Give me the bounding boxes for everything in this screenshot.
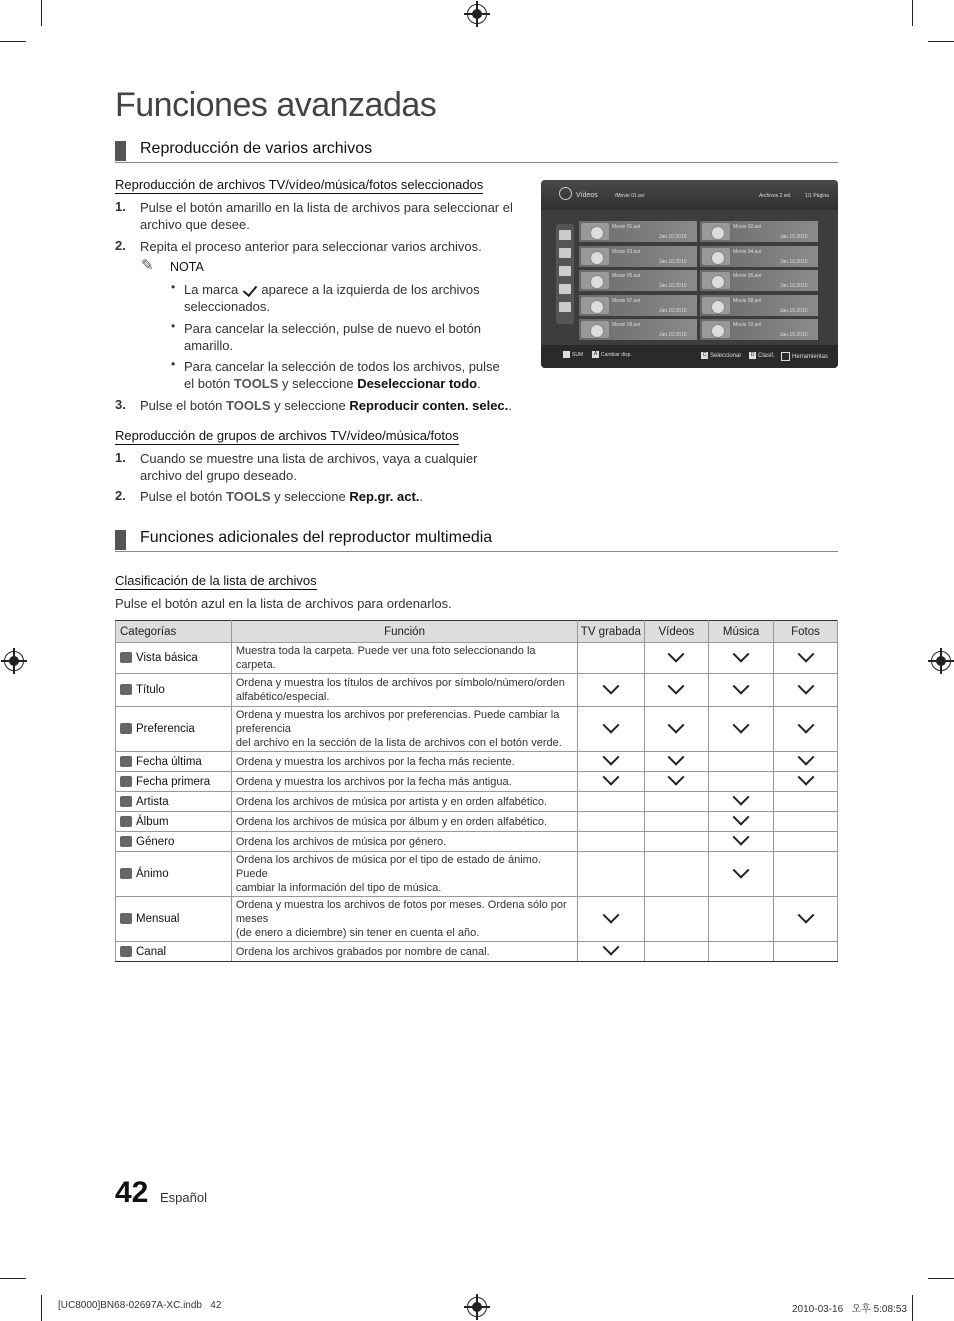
table-row bbox=[116, 643, 838, 674]
page-language: Español bbox=[160, 1190, 207, 1205]
bullet-icon: • bbox=[171, 357, 176, 371]
step-text: Repita el proceso anterior para seleccionar varios archivos. bbox=[140, 239, 482, 254]
bullet-text: Para cancelar la selección, pulse de nuevo el botón amarillo. bbox=[184, 321, 482, 353]
film-reel-icon bbox=[590, 324, 604, 338]
film-reel-icon bbox=[711, 251, 725, 265]
film-reel-icon bbox=[590, 275, 604, 289]
check-icon bbox=[733, 829, 750, 846]
support-cell bbox=[774, 832, 838, 852]
support-cell bbox=[578, 897, 644, 942]
intro-text: Pulse el botón azul en la lista de archivos para ordenarlos. bbox=[115, 596, 452, 611]
crop-mark bbox=[0, 1278, 26, 1279]
film-reel-icon bbox=[711, 275, 725, 289]
category-icon bbox=[120, 913, 132, 924]
registration-mark-icon bbox=[931, 651, 951, 671]
support-cell bbox=[709, 832, 774, 852]
step-text: Pulse el botón TOOLS y seleccione Reproducir conten. selec.. bbox=[140, 398, 512, 413]
support-cell bbox=[709, 752, 774, 772]
print-date: 2010-03-16 오후 5:08:53 bbox=[792, 1304, 907, 1315]
check-icon bbox=[668, 677, 685, 694]
function-cell: Ordena los archivos de música por el tipo de estado de ánimo. Puede cambiar la información del tipo de música. bbox=[231, 852, 577, 897]
file-item: Movie 05.avi Jan.10.2010 bbox=[579, 270, 697, 291]
check-icon bbox=[602, 906, 619, 923]
screen-selected: Archivos 2 sel. bbox=[759, 193, 792, 199]
bullet-text: La marca aparece a la izquierda de los archivos seleccionados. bbox=[184, 282, 480, 314]
support-cell bbox=[774, 812, 838, 832]
bullet-text: Para cancelar la selección de todos los archivos, pulse el botón TOOLS y seleccione Deseleccionar todo. bbox=[184, 359, 500, 391]
support-cell bbox=[578, 674, 644, 707]
step-text: Cuando se muestre una lista de archivos, vaya a cualquier archivo del grupo deseado. bbox=[140, 451, 478, 483]
thumbnail bbox=[581, 321, 609, 338]
step-number: 1. bbox=[115, 199, 126, 214]
subsection-heading: Reproducción de archivos TV/vídeo/música/fotos seleccionados bbox=[115, 177, 484, 192]
support-cell bbox=[578, 852, 644, 897]
category-icon bbox=[120, 723, 132, 734]
table-row bbox=[116, 942, 838, 962]
registration-mark-icon bbox=[467, 4, 487, 24]
support-cell bbox=[774, 674, 838, 707]
section-heading: Funciones adicionales del reproductor multimedia bbox=[115, 529, 838, 552]
support-cell bbox=[644, 812, 709, 832]
category-icon bbox=[120, 776, 132, 787]
category-icon bbox=[120, 652, 132, 663]
category-icon bbox=[120, 868, 132, 879]
category-cell: Título bbox=[116, 674, 232, 707]
column-header: Música bbox=[709, 621, 774, 643]
support-cell bbox=[774, 707, 838, 752]
check-icon bbox=[668, 749, 685, 766]
support-cell bbox=[709, 852, 774, 897]
film-icon bbox=[559, 187, 572, 200]
subsection-heading: Clasificación de la lista de archivos bbox=[115, 573, 317, 588]
column-header: Fotos bbox=[774, 621, 838, 643]
category-cell: Preferencia bbox=[116, 707, 232, 752]
check-icon bbox=[602, 677, 619, 694]
thumbnail bbox=[702, 321, 730, 338]
function-cell: Ordena y muestra los archivos de fotos por meses. Ordena sólo por meses (de enero a diciembre) sin tener en cuenta el año. bbox=[231, 897, 577, 942]
support-cell bbox=[644, 942, 709, 962]
check-icon bbox=[602, 939, 619, 956]
category-icon bbox=[120, 796, 132, 807]
crop-mark bbox=[928, 41, 954, 42]
step-text: Pulse el botón amarillo en la lista de archivos para seleccionar el archivo que desee. bbox=[140, 200, 513, 232]
function-cell: Ordena y muestra los archivos por la fecha más reciente. bbox=[231, 752, 577, 772]
check-icon bbox=[797, 769, 814, 786]
film-reel-icon bbox=[590, 300, 604, 314]
support-cell bbox=[774, 897, 838, 942]
category-icon bbox=[120, 946, 132, 957]
table-row bbox=[116, 812, 838, 832]
file-item: Movie 09.avi Jan.10.2010 bbox=[579, 319, 697, 340]
support-cell bbox=[644, 897, 709, 942]
registration-mark-icon bbox=[467, 1297, 487, 1317]
category-icon bbox=[120, 816, 132, 827]
check-icon bbox=[668, 769, 685, 786]
crop-mark bbox=[928, 1278, 954, 1279]
column-header: Categorías bbox=[116, 621, 232, 643]
subsection-heading: Reproducción de grupos de archivos TV/vídeo/música/fotos bbox=[115, 428, 459, 443]
thumbnail bbox=[581, 297, 609, 314]
crop-mark bbox=[41, 1295, 42, 1321]
check-icon bbox=[733, 789, 750, 806]
check-icon bbox=[797, 749, 814, 766]
support-cell bbox=[774, 643, 838, 674]
function-cell: Ordena y muestra los archivos por la fecha más antigua. bbox=[231, 772, 577, 792]
film-reel-icon bbox=[590, 226, 604, 240]
category-cell: Fecha primera bbox=[116, 772, 232, 792]
table-row bbox=[116, 792, 838, 812]
category-cell: Vista básica bbox=[116, 643, 232, 674]
registration-mark-icon bbox=[4, 651, 24, 671]
check-icon bbox=[602, 769, 619, 786]
support-cell bbox=[578, 643, 644, 674]
support-cell bbox=[644, 792, 709, 812]
thumbnail bbox=[581, 272, 609, 289]
column-header: Función bbox=[231, 621, 577, 643]
category-icon bbox=[120, 684, 132, 695]
check-icon bbox=[797, 677, 814, 694]
film-reel-icon bbox=[590, 251, 604, 265]
film-reel-icon bbox=[711, 226, 725, 240]
bullet-icon: • bbox=[171, 319, 176, 333]
crop-mark bbox=[912, 0, 913, 26]
file-item: Movie 01.avi Jan.10.2010 bbox=[579, 221, 697, 242]
table-row bbox=[116, 674, 838, 707]
step-text: Pulse el botón TOOLS y seleccione Rep.gr. act.. bbox=[140, 489, 424, 504]
check-icon bbox=[733, 861, 750, 878]
check-icon bbox=[668, 645, 685, 662]
check-icon bbox=[733, 809, 750, 826]
check-icon bbox=[602, 749, 619, 766]
step-number: 2. bbox=[115, 238, 126, 253]
function-cell: Ordena los archivos de música por género. bbox=[231, 832, 577, 852]
function-cell: Ordena y muestra los títulos de archivos por símbolo/número/orden alfabético/especial. bbox=[231, 674, 577, 707]
category-cell: Artista bbox=[116, 792, 232, 812]
table-row bbox=[116, 852, 838, 897]
category-icon bbox=[120, 756, 132, 767]
category-cell: Canal bbox=[116, 942, 232, 962]
screen-page: 1/1 Página bbox=[805, 193, 829, 199]
support-cell bbox=[709, 897, 774, 942]
crop-mark bbox=[0, 41, 26, 42]
category-cell: Mensual bbox=[116, 897, 232, 942]
check-icon bbox=[733, 645, 750, 662]
category-cell: Fecha última bbox=[116, 752, 232, 772]
support-cell bbox=[644, 643, 709, 674]
support-cell bbox=[774, 852, 838, 897]
step-number: 2. bbox=[115, 488, 126, 503]
checkmark-icon bbox=[243, 282, 257, 297]
table-row bbox=[116, 772, 838, 792]
support-cell bbox=[774, 942, 838, 962]
column-header: TV grabada bbox=[578, 621, 644, 643]
category-cell: Ánimo bbox=[116, 852, 232, 897]
support-cell bbox=[774, 772, 838, 792]
file-item: Movie 10.avi Jan.10.2010 bbox=[700, 319, 818, 340]
table-row bbox=[116, 707, 838, 752]
print-file-info: [UC8000]BN68-02697A-XC.indb 42 bbox=[58, 1300, 222, 1311]
function-cell: Ordena y muestra los archivos por preferencias. Puede cambiar la preferencia del archivo en la sección de la lista de archivos con el botón verde. bbox=[231, 707, 577, 752]
check-icon bbox=[797, 645, 814, 662]
check-icon bbox=[797, 716, 814, 733]
function-cell: Ordena los archivos de música por álbum y en orden alfabético. bbox=[231, 812, 577, 832]
bullet-icon: • bbox=[171, 280, 176, 294]
pencil-icon: ✎ bbox=[141, 257, 154, 274]
step-number: 3. bbox=[115, 397, 126, 412]
screen-sidebar bbox=[556, 224, 574, 324]
file-item: Movie 06.avi Jan.10.2010 bbox=[700, 270, 818, 291]
function-cell: Ordena los archivos grabados por nombre de canal. bbox=[231, 942, 577, 962]
film-reel-icon bbox=[711, 324, 725, 338]
support-cell bbox=[644, 772, 709, 792]
table-row bbox=[116, 897, 838, 942]
function-cell: Ordena los archivos de música por artista y en orden alfabético. bbox=[231, 792, 577, 812]
thumbnail bbox=[702, 272, 730, 289]
screen-path: /Movie 01.avi bbox=[615, 193, 645, 199]
support-cell bbox=[644, 674, 709, 707]
support-cell bbox=[709, 942, 774, 962]
check-icon bbox=[797, 906, 814, 923]
file-item: Movie 08.avi Jan.10.2010 bbox=[700, 295, 818, 316]
support-cell bbox=[578, 707, 644, 752]
media-play-screenshot bbox=[541, 180, 838, 368]
support-cell bbox=[709, 707, 774, 752]
section-heading: Reproducción de varios archivos bbox=[115, 140, 838, 163]
support-cell bbox=[644, 707, 709, 752]
support-cell bbox=[709, 643, 774, 674]
support-cell bbox=[644, 832, 709, 852]
file-item: Movie 03.avi Jan.10.2010 bbox=[579, 246, 697, 267]
thumbnail bbox=[702, 297, 730, 314]
support-cell bbox=[578, 832, 644, 852]
function-cell: Muestra toda la carpeta. Puede ver una foto seleccionando la carpeta. bbox=[231, 643, 577, 674]
file-item: Movie 04.avi Jan.10.2010 bbox=[700, 246, 818, 267]
column-header: Vídeos bbox=[644, 621, 709, 643]
category-icon bbox=[120, 836, 132, 847]
file-item: Movie 02.avi Jan.10.2010 bbox=[700, 221, 818, 242]
page-title: Funciones avanzadas bbox=[115, 86, 437, 124]
check-icon bbox=[602, 716, 619, 733]
support-cell bbox=[578, 942, 644, 962]
support-cell bbox=[578, 812, 644, 832]
thumbnail bbox=[702, 248, 730, 265]
category-cell: Álbum bbox=[116, 812, 232, 832]
thumbnail bbox=[702, 223, 730, 240]
step-number: 1. bbox=[115, 450, 126, 465]
check-icon bbox=[668, 716, 685, 733]
thumbnail bbox=[581, 223, 609, 240]
table-row bbox=[116, 832, 838, 852]
table-row bbox=[116, 752, 838, 772]
sort-categories-table bbox=[115, 620, 838, 962]
support-cell bbox=[578, 772, 644, 792]
file-item: Movie 07.avi Jan.10.2010 bbox=[579, 295, 697, 316]
screen-title: Vídeos bbox=[576, 192, 598, 199]
crop-mark bbox=[41, 0, 42, 26]
thumbnail bbox=[581, 248, 609, 265]
screen-footer: SUM A Cambiar disp. C Seleccionar D Clasif. Herramientas bbox=[541, 345, 838, 368]
crop-mark bbox=[912, 1295, 913, 1321]
check-icon bbox=[733, 677, 750, 694]
category-cell: Género bbox=[116, 832, 232, 852]
film-reel-icon bbox=[711, 300, 725, 314]
note-label: NOTA bbox=[170, 260, 204, 274]
check-icon bbox=[733, 716, 750, 733]
support-cell bbox=[578, 792, 644, 812]
support-cell bbox=[644, 852, 709, 897]
support-cell bbox=[774, 792, 838, 812]
page-number: 42 bbox=[115, 1176, 149, 1209]
support-cell bbox=[709, 674, 774, 707]
